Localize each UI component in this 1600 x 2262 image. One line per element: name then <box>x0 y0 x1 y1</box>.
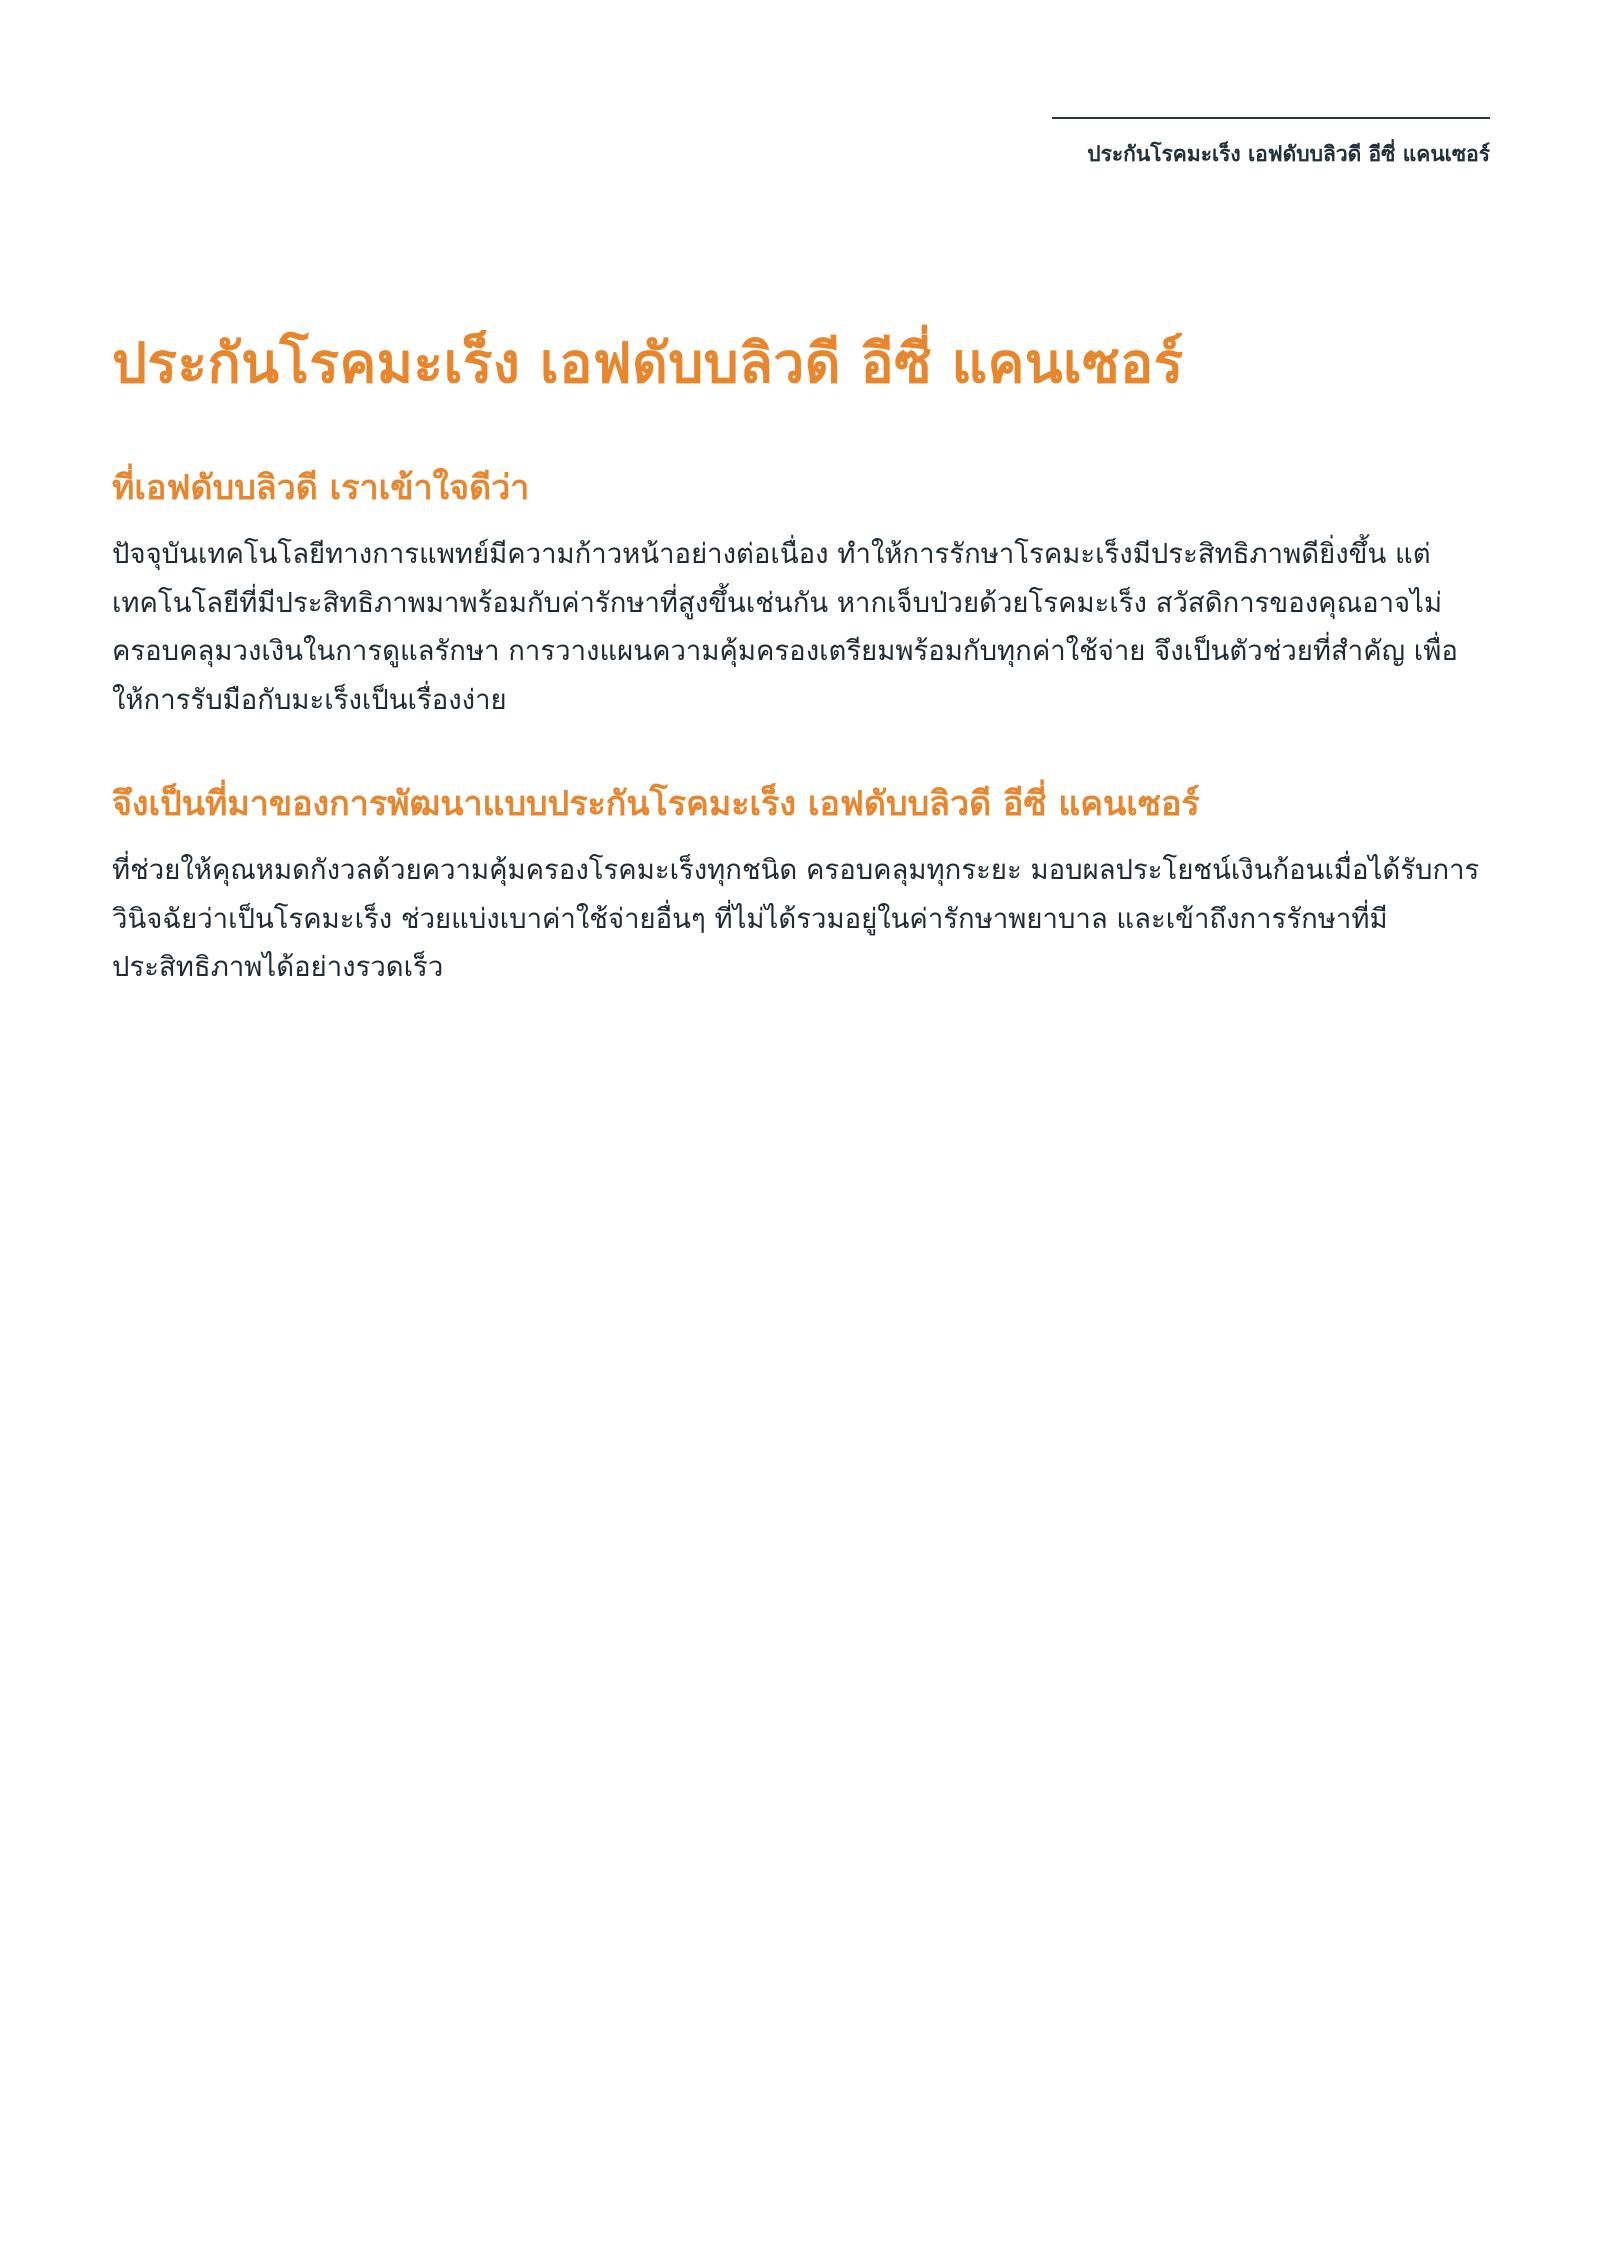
section-heading: จึงเป็นที่มาของการพัฒนาแบบประกันโรคมะเร็ง เอฟดับบลิวดี อีซี่ แคนเซอร์ <box>112 784 1200 825</box>
running-header-title: ประกันโรคมะเร็ง เอฟดับบลิวดี อีซี่ แคนเซอร์ <box>1087 142 1490 166</box>
running-header <box>1052 117 1490 171</box>
header-rule <box>1052 117 1490 119</box>
section-heading: ที่เอฟดับบลิวดี เราเข้าใจดีว่า <box>112 468 530 508</box>
section-product-origin <box>112 782 1490 992</box>
section-body: ปัจจุบันเทคโนโลยีทางการแพทย์มีความก้าวหน้าอย่างต่อเนื่อง ทำให้การรักษาโรคมะเร็งมีประสิทธิภาพดียิ่งขึ้น แต่เทคโนโลยีที่มีประสิทธิภาพมาพร้อมกับค่ารักษาที่สูงขึ้นเช่นกัน หากเจ็บป่วยด้วยโรคมะเร็ง สวัสดิการของคุณอาจไม่ครอบคลุมวงเงินในการดูแลรักษา การวางแผนความคุ้มครองเตรียมพร้อมกับทุกค่าใช้จ่าย จึงเป็นตัวช่วยที่สำคัญ เพื่อให้การรับมือกับมะเร็งเป็นเรื่องง่าย <box>112 538 1458 716</box>
document-title: ประกันโรคมะเร็ง เอฟดับบลิวดี อีซี่ แคนเซอร์ <box>112 331 1184 395</box>
section-body: ที่ช่วยให้คุณหมดกังวลด้วยความคุ้มครองโรคมะเร็งทุกชนิด ครอบคลุมทุกระยะ มอบผลประโยชน์เงินก้อนเมื่อได้รับการวินิจฉัยว่าเป็นโรคมะเร็ง ช่วยแบ่งเบาค่าใช้จ่ายอื่นๆ ที่ไม่ได้รวมอยู่ในค่ารักษาพยาบาล และเข้าถึงการรักษาที่มีประสิทธิภาพได้อย่างรวดเร็ว <box>112 854 1480 984</box>
section-understanding <box>112 466 1490 724</box>
document-content <box>112 330 1490 1050</box>
